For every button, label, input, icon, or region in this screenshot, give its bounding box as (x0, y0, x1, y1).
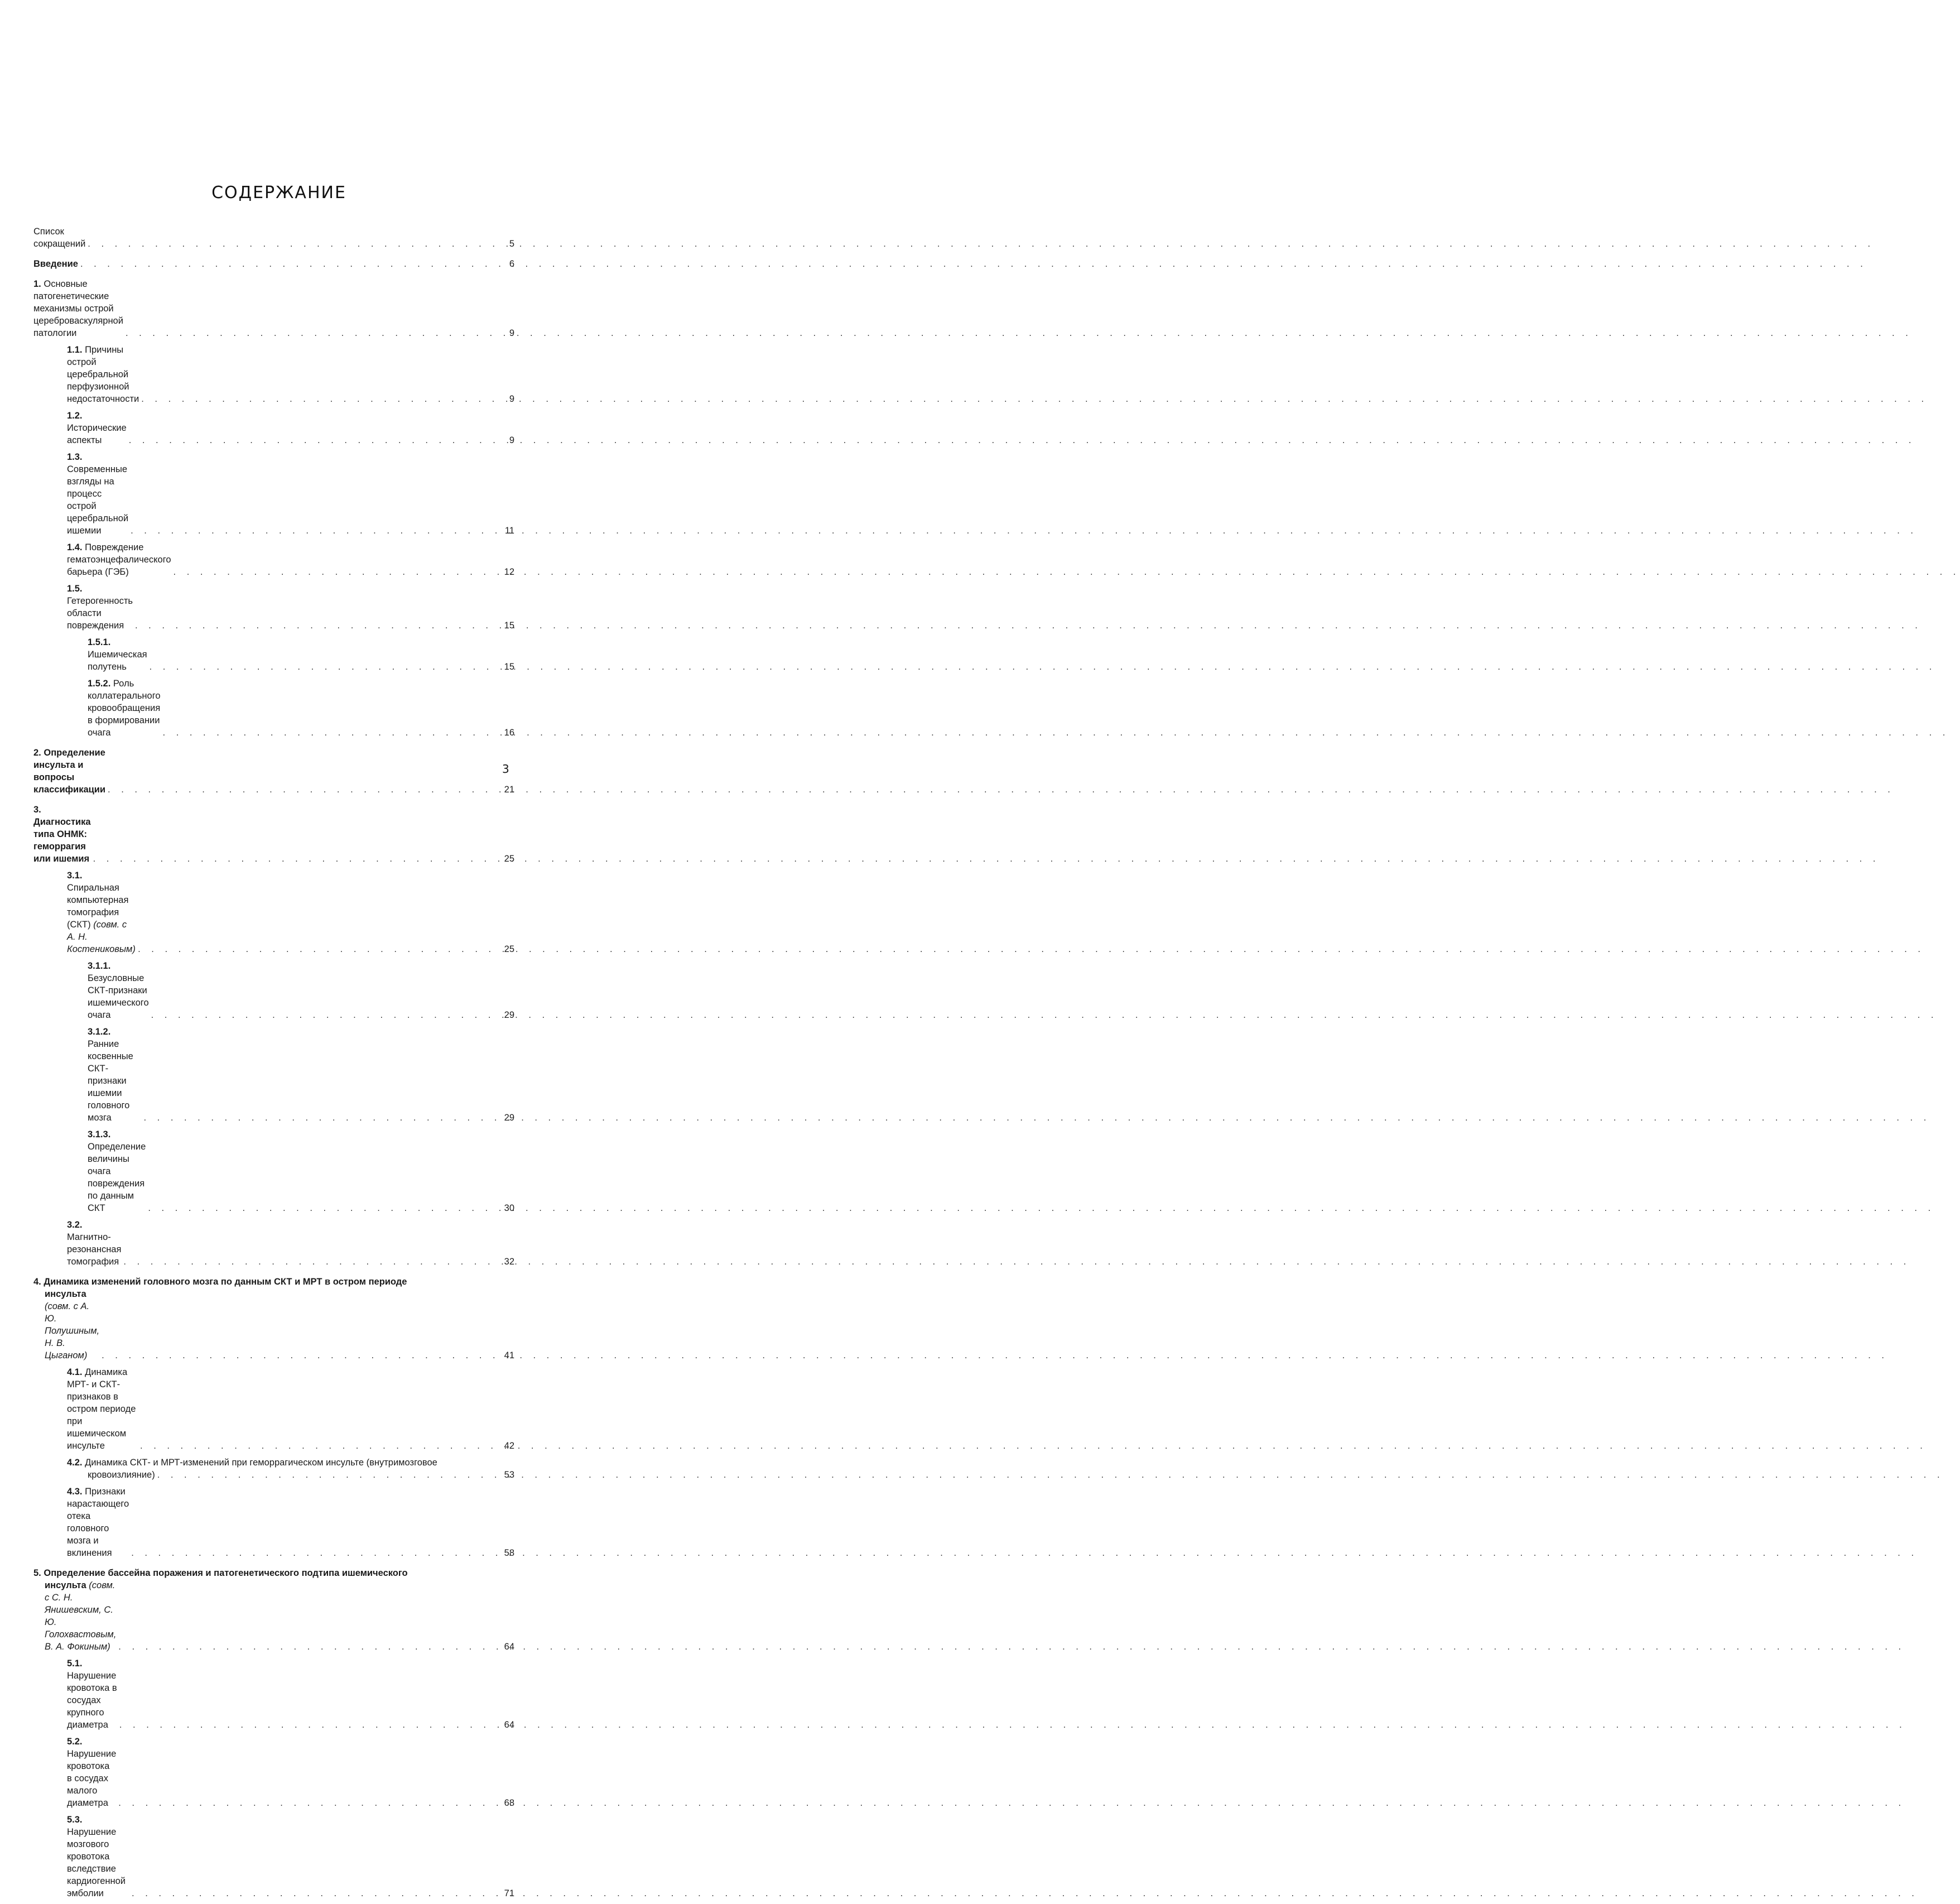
toc-entry (67, 410, 514, 446)
toc-page: 68 (504, 1798, 514, 1808)
toc-entry (67, 1814, 514, 1900)
toc-number: 3.2. (67, 1220, 83, 1230)
toc-page: 16 (504, 728, 514, 738)
toc-entry (67, 1366, 514, 1452)
toc-entry-text: Нарушение мозгового кровотока вследствие кардиогенной эмболии (67, 1827, 126, 1898)
table-of-contents (33, 225, 514, 1904)
toc-entry (88, 677, 514, 739)
toc-entry (88, 1026, 514, 1124)
toc-number: 4.2. (67, 1458, 83, 1468)
toc-page: 58 (504, 1548, 514, 1558)
toc-page: 11 (504, 526, 514, 536)
toc-number: 3.1.2. (88, 1027, 111, 1037)
toc-entry-first-line (33, 1567, 514, 1579)
toc-entry-text-line1: Определение бассейна поражения и патогенетического подтипа ишемического (44, 1568, 408, 1578)
toc-entry (67, 1219, 514, 1268)
toc-number: 1.5.2. (88, 679, 111, 689)
toc-entry-text: Роль коллатерального кровообращения в формировании очага (88, 679, 161, 738)
toc-entry-text: Определение величины очага повреждения по данным СКТ (88, 1142, 146, 1213)
toc-page: 29 (504, 1113, 514, 1123)
toc-entry (88, 1469, 514, 1481)
toc-number: 3.1. (67, 871, 83, 881)
toc-entry (67, 583, 514, 632)
toc-number: 1.4. (67, 542, 83, 552)
toc-page: 41 (504, 1350, 514, 1360)
toc-coauthors: (совм. с А. Н. Костениковым) (67, 920, 136, 954)
toc-entry-text: Определение инсульта и вопросы классификации (33, 748, 106, 795)
toc-number: 4.3. (67, 1487, 83, 1497)
toc-number: 2. (33, 748, 41, 758)
toc-entry-text: Ранние косвенные СКТ-признаки ишемии головного мозга (88, 1039, 133, 1123)
toc-number: 1.5.1. (88, 637, 111, 647)
toc-entry (88, 636, 514, 673)
toc-entry-text: Динамика МРТ- и СКТ-признаков в остром периоде при ишемическом инсульте (67, 1367, 136, 1451)
toc-coauthors: (совм. с А. Ю. Полушиным, Н. В. Цыганом) (45, 1301, 100, 1360)
toc-entry (33, 225, 514, 250)
toc-page: 71 (504, 1888, 514, 1898)
toc-number: 5.2. (67, 1737, 83, 1747)
toc-entry (88, 960, 514, 1021)
toc-number: 4.1. (67, 1367, 83, 1377)
toc-page: 25 (504, 854, 514, 864)
toc-entry (33, 258, 514, 270)
toc-number: 4. (33, 1277, 41, 1287)
toc-page: 9 (509, 435, 514, 445)
toc-number: 3.1.1. (88, 961, 111, 971)
toc-page: 64 (504, 1720, 514, 1730)
toc-number: 1.2. (67, 411, 83, 421)
toc-entry (67, 1485, 514, 1559)
toc-entry-text: кровоизлияние) (88, 1470, 155, 1480)
toc-page: 25 (504, 944, 514, 954)
toc-entry (67, 1657, 514, 1731)
toc-entry (88, 1128, 514, 1214)
toc-entry-text: инсульта (45, 1289, 86, 1299)
toc-page: 6 (509, 259, 514, 269)
toc-number: 1.5. (67, 584, 83, 594)
toc-entry-text: Введение (33, 259, 78, 269)
toc-entry-text: Признаки нарастающего отека головного мозга и вклинения (67, 1487, 129, 1558)
toc-page: 15 (504, 662, 514, 672)
page-title: СОДЕРЖАНИЕ (211, 183, 346, 203)
toc-page: 64 (504, 1642, 514, 1652)
toc-entry-first-line (67, 1456, 514, 1469)
toc-page: 9 (509, 394, 514, 404)
toc-entry (33, 747, 514, 796)
toc-entry-text: Основные патогенетические механизмы острой цереброваскулярной патологии (33, 279, 123, 338)
toc-entry (45, 1579, 514, 1653)
toc-entry-text: Нарушение кровотока в сосудах крупного диаметра (67, 1671, 117, 1730)
toc-entry (45, 1288, 514, 1362)
toc-number: 1.3. (67, 452, 83, 462)
toc-entry-text: Магнитно-резонансная томография (67, 1232, 122, 1267)
toc-entry-text: Современные взгляды на процесс острой церебральной ишемии (67, 464, 129, 536)
toc-page: 32 (504, 1257, 514, 1267)
toc-entry-text-line1: Динамика изменений головного мозга по данным СКТ и МРТ в остром периоде (44, 1277, 407, 1287)
toc-entry (67, 541, 514, 578)
toc-entry (67, 1735, 514, 1809)
toc-entry-text: Диагностика типа ОНМК: геморрагия или ишемия (33, 817, 91, 864)
toc-entry (67, 344, 514, 405)
toc-number: 5.1. (67, 1658, 83, 1669)
toc-entry-text: Повреждение гематоэнцефалического барьера (ГЭБ) (67, 542, 171, 577)
toc-number: 1. (33, 279, 41, 289)
toc-number: 1.1. (67, 345, 83, 355)
toc-entry-text: Безусловные СКТ-признаки ишемического очага (88, 973, 149, 1020)
toc-number: 3.1.3. (88, 1129, 111, 1139)
toc-entry-text-line1: Динамика СКТ- и МРТ-изменений при геморрагическом инсульте (внутримозговое (85, 1458, 437, 1468)
toc-number: 5.3. (67, 1815, 83, 1825)
toc-entry (33, 804, 514, 865)
toc-coauthors: (совм. с С. Н. Янишевским, С. Ю. Голохвастовым, В. А. Фокиным) (45, 1580, 117, 1652)
toc-entry-text: Спиральная компьютерная томография (СКТ) (67, 883, 129, 930)
toc-page: 30 (504, 1203, 514, 1213)
toc-page: 53 (504, 1470, 514, 1480)
toc-entry-first-line (33, 1276, 514, 1288)
toc-entry (67, 869, 514, 955)
toc-entry (33, 278, 514, 339)
toc-entry-text: Список сокращений (33, 227, 86, 249)
toc-page: 9 (509, 328, 514, 338)
toc-entry-text: Нарушение кровотока в сосудах малого диаметра (67, 1749, 117, 1808)
toc-entry-text: Гетерогенность области повреждения (67, 596, 133, 631)
toc-number: 5. (33, 1568, 41, 1578)
toc-page: 15 (504, 621, 514, 631)
toc-page: 12 (504, 567, 514, 577)
toc-entry-text: Исторические аспекты (67, 423, 127, 445)
toc-entry-text: инсульта (45, 1580, 86, 1590)
toc-entry-text: Причины острой церебральной перфузионной недостаточности (67, 345, 139, 404)
toc-entry (67, 451, 514, 537)
toc-page: 29 (504, 1010, 514, 1020)
toc-page: 5 (509, 239, 514, 249)
page-number: 3 (502, 762, 509, 776)
toc-page: 42 (504, 1441, 514, 1451)
toc-page: 21 (504, 785, 514, 795)
toc-entry-text: Ишемическая полутень (88, 650, 147, 672)
toc-number: 3. (33, 805, 41, 815)
